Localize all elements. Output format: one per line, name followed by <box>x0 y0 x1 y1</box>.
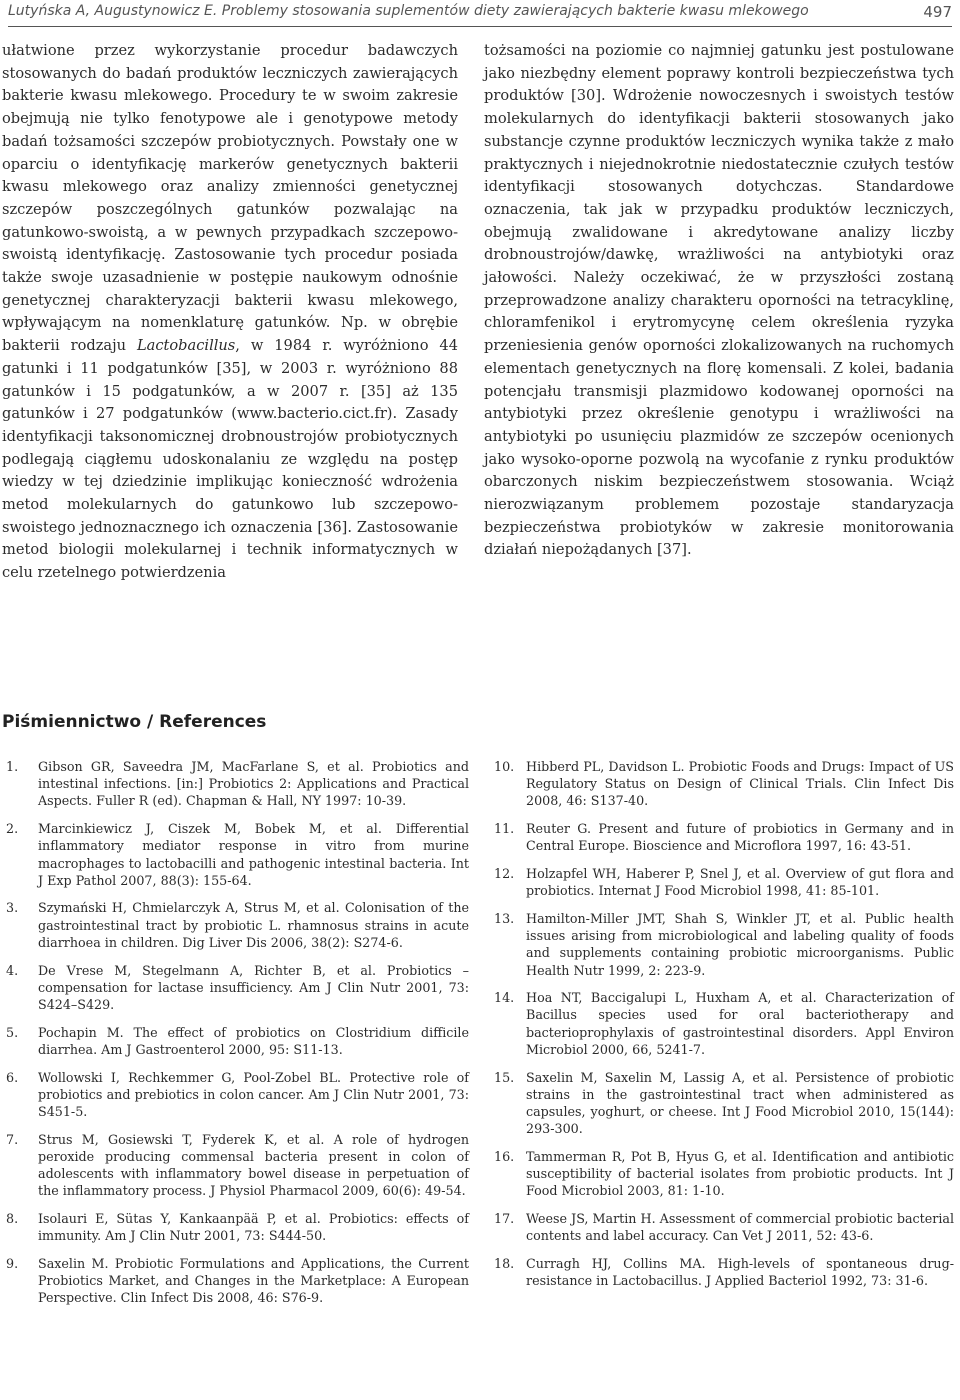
reference-text: Hamilton-Miller JMT, Shah S, Winkler JT, et al. Public health issues arising from microbiological and labeling quality of foods and supplements containing probiotic microorganisms. Public Health Nutr 1999, 2: 223-9. <box>526 910 954 978</box>
body-column-left <box>2 40 458 585</box>
reference-number: 1. <box>6 759 19 774</box>
reference-number: 17. <box>494 1210 515 1226</box>
reference-number: 11. <box>494 821 515 837</box>
reference-item <box>6 1069 469 1121</box>
reference-item <box>494 1210 954 1244</box>
reference-number: 10. <box>494 759 515 774</box>
reference-text: Gibson GR, Saveedra JM, MacFarlane S, et al. Probiotics and intestinal infections. [in:] Probiotics 2: Applications and Practical Aspects. Fuller R (ed). Chapman & Hall, NY 1997: 10-39. <box>38 759 469 809</box>
reference-item <box>494 989 954 1058</box>
body-text-part: , w 1984 r. wyróżniono 44 gatunki i 11 podgatunków [35], w 2003 r. wyróżniono 88 gatunków i 15 podgatunków, a w 2007 r. [35] aż 135 gatunków i 27 podgatunków (www.bacterio.cict.fr). Zasady identyfikacji taksonomicznej drobnoustrojów probiotycznych podlegają ciągłemu udoskonalaniu ze względu na postęp wiedzy w tej dziedzinie implikując konieczność wdrożenia metod molekularnych do gatunkowo lub szczepowo-swoistego jednoznacznego ich oznaczenia [36]. Zastosowanie metod biologii molekularnej i technik informatycznych w celu rzetelnego potwierdzenia <box>2 337 458 582</box>
reference-number: 13. <box>494 910 515 926</box>
body-text-part: ułatwione przez wykorzystanie procedur badawczych stosowanych do badań produktów leczniczych zawierających bakterie kwasu mlekowego. Procedury te w swoim zakresie obejmują nie tylko fenotypowe ale i genotypowe metody badań tożsamości szczepów probiotycznych. Powstały one w oparciu o identyfikację markerów genetycznych bakterii kwasu mlekowego oraz analizy zmienności genetycznej szczepów poszczególnych gatunków pozwalając na gatunkowo-swoistą, a w pewnych przypadkach szczepowo-swoistą identyfikację. Zastosowanie tych procedur posiada także swoje uzasadnienie w postępie naukowym odnośnie genetycznej charakteryzacji bakterii kwasu mlekowego, wpływającym na nomenklaturę gatunków. Np. w obrębie bakterii rodzaju <box>2 42 458 355</box>
reference-item <box>6 820 469 889</box>
reference-number: 4. <box>6 962 19 978</box>
reference-text: Saxelin M, Saxelin M, Lassig A, et al. Persistence of probiotic strains in the gastrointestinal tract when administered as capsules, yoghurt, or cheese. Int J Food Microbiol 2010, 15(144): 293-300. <box>526 1069 954 1137</box>
body-paragraph: tożsamości na poziomie co najmniej gatunku jest postulowane jako niezbędny element poprawy kontroli bezpieczeństwa tych produktów [30]. Wdrożenie nowoczesnych i swoistych testów molekularnych do identyfikacji bakterii stosowanych jako substancje czynne produktów leczniczych wynika także z mało praktycznych i niejednokrotnie niedostatecznie czułych testów identyfikacji stosowanych dotychczas. Standardowe oznaczenia, tak jak w przypadku produktów leczniczych, obejmują zwalidowane i akredytowane analizy liczby drobnoustrojów/dawkę, wrażliwości na antybiotyki oraz jałowości. Należy oczekiwać, że w przyszłości zostaną przeprowadzone analizy charakteru oporności na tetracyklinę, chloramfenikol i erytromycynę celem określenia ryzyka przeniesienia genów oporności zlokalizowanych na ruchomych elementach genetycznych na florę komensali. Z kolei, badania potencjału transmisji plazmidowo kodowanej oporności na antybiotyki przez określenie genotypu i wrażliwości na antybiotyki po usunięciu plazmidów ze szczepów ocenionych jako wysoko-oporne pozwolą na wycofanie z rynku produktów obarczonych niskim bezpieczeństwem stosowania. Wciąż nierozwiązanym problemem pozostaje standaryzacja bezpieczeństwa probiotyków w zakresie monitorowania działań niepożądanych [37]. <box>484 42 954 559</box>
reference-item <box>494 910 954 979</box>
reference-item <box>494 758 954 810</box>
reference-text: Saxelin M. Probiotic Formulations and Applications, the Current Probiotics Market, and Changes in the Marketplace: A European Perspective. Clin Infect Dis 2008, 46: S76-9. <box>38 1255 469 1306</box>
reference-number: 15. <box>494 1069 515 1085</box>
reference-item <box>6 1255 469 1307</box>
reference-item <box>6 1210 469 1244</box>
reference-text: Weese JS, Martin H. Assessment of commercial probiotic bacterial contents and label accuracy. Can Vet J 2011, 52: 43-6. <box>526 1210 954 1244</box>
reference-item <box>6 899 469 951</box>
running-title: Lutyńska A, Augustynowicz E. Problemy stosowania suplementów diety zawierających bakterie kwasu mlekowego <box>8 3 809 19</box>
reference-text: Holzapfel WH, Haberer P, Snel J, et al. Overview of gut flora and probiotics. Internat J Food Microbiol 1998, 41: 85-101. <box>526 866 954 899</box>
reference-number: 16. <box>494 1148 515 1164</box>
reference-item <box>494 1148 954 1200</box>
references-list-right <box>494 758 954 1300</box>
reference-item <box>6 962 469 1014</box>
reference-number: 12. <box>494 866 515 882</box>
reference-item <box>6 1024 469 1058</box>
reference-text: Tammerman R, Pot B, Hyus G, et al. Identification and antibiotic susceptibility of bacterial isolates from probiotic products. Int J Food Microbiol 2003, 81: 1-10. <box>526 1148 954 1199</box>
reference-text: Curragh HJ, Collins MA. High-levels of spontaneous drug-resistance in Lactobacillus. J Applied Bacteriol 1992, 73: 31-6. <box>526 1255 954 1289</box>
reference-number: 2. <box>6 821 19 837</box>
reference-item <box>6 1131 469 1200</box>
reference-number: 5. <box>6 1024 19 1040</box>
reference-item <box>494 820 954 854</box>
reference-text: Pochapin M. The effect of probiotics on Clostridium difficile diarrhea. Am J Gastroenterol 2000, 95: S11-13. <box>38 1024 469 1057</box>
reference-number: 3. <box>6 900 19 916</box>
reference-item <box>494 865 954 899</box>
reference-text: Szymański H, Chmielarczyk A, Strus M, et al. Colonisation of the gastrointestinal tract by probiotic L. rhamnosus strains in acute diarrhoea in children. Dig Liver Dis 2006, 38(2): S274-6. <box>38 900 469 950</box>
reference-text: Isolauri E, Sütas Y, Kankaanpää P, et al. Probiotics: effects of immunity. Am J Clin Nutr 2001, 73: S444-50. <box>38 1210 469 1244</box>
page-number: 497 <box>923 3 952 21</box>
reference-number: 8. <box>6 1210 19 1226</box>
reference-text: De Vrese M, Stegelmann A, Richter B, et al. Probiotics – compensation for lactase insufficiency. Am J Clin Nutr 2001, 73: S424–S429. <box>38 962 469 1012</box>
reference-text: Strus M, Gosiewski T, Fyderek K, et al. A role of hydrogen peroxide producing commensal bacteria present in colon of adolescents with inflammatory bowel disease in perpetuation of the inflammatory process. J Physiol Pharmacol 2009, 60(6): 49-54. <box>38 1131 469 1199</box>
reference-text: Reuter G. Present and future of probiotics in Germany and in Central Europe. Bioscience and Microflora 1997, 16: 43-51. <box>526 821 954 854</box>
reference-item <box>6 758 469 810</box>
reference-item <box>494 1069 954 1138</box>
reference-number: 6. <box>6 1069 19 1085</box>
reference-text: Hibberd PL, Davidson L. Probiotic Foods and Drugs: Impact of US Regulatory Status on Design of Clinical Trials. Clin Infect Dis 2008, 46: S137-40. <box>526 759 954 809</box>
references-heading: Piśmiennictwo / References <box>2 712 267 732</box>
reference-text: Hoa NT, Baccigalupi L, Huxham A, et al. Characterization of Bacillus species used for oral bacteriotherapy and bacterioprophylaxis of gastrointestinal disorders. Appl Environ Microbiol 2000, 66, 5241-7. <box>526 990 954 1057</box>
reference-number: 7. <box>6 1131 19 1147</box>
references-list-left <box>6 758 469 1317</box>
reference-text: Marcinkiewicz J, Ciszek M, Bobek M, et al. Differential inflammatory mediator response in vitro from murine macrophages to lactobacilli and pathogenic intestinal bacteria. Int J Exp Pathol 2007, 88(3): 155-64. <box>38 821 469 888</box>
genus-name: Lactobacillus <box>136 337 236 355</box>
body-paragraph <box>2 40 458 585</box>
running-header <box>8 2 952 27</box>
reference-number: 9. <box>6 1255 19 1271</box>
reference-number: 18. <box>494 1255 515 1271</box>
reference-item <box>494 1255 954 1289</box>
body-column-right <box>484 40 954 562</box>
reference-number: 14. <box>494 990 515 1006</box>
reference-text: Wollowski I, Rechkemmer G, Pool-Zobel BL. Protective role of probiotics and prebiotics in colon cancer. Am J Clin Nutr 2001, 73: S451-5. <box>38 1069 469 1119</box>
